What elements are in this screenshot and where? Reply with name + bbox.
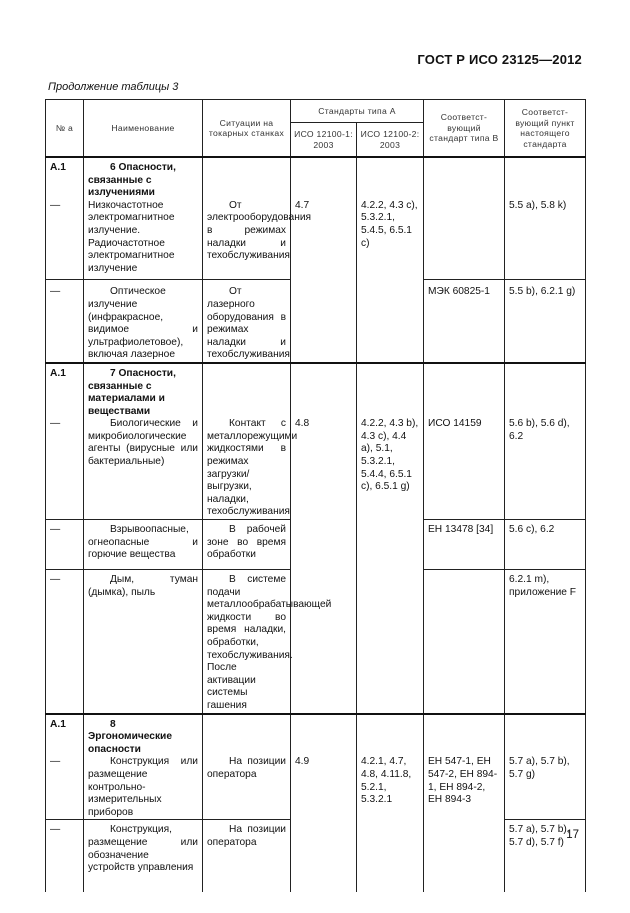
hazards-table	[45, 99, 586, 892]
col-header-std-b: Соответст-вующий стандарт типа В	[424, 100, 505, 158]
row-situation: От лазерного оборудования в режимах наладки и техобслуживания	[203, 280, 291, 363]
row-iso-12100-2: 4.2.2, 4.3 b), 4.3 c), 4.4 a), 5.1, 5.3.2.1, 5.4.4, 6.5.1 c), 6.5.1 g)	[357, 418, 424, 519]
table-caption: Продолжение таблицы 3	[48, 81, 179, 93]
col-header-iso-12100-2: ИСО 12100-2: 2003	[357, 123, 424, 158]
col-header-clause: Соответст-вующий пункт настоящего стандарта	[505, 100, 586, 158]
row-clause: 6.2.1 m), приложение F	[505, 570, 586, 714]
row-std-b	[424, 570, 505, 714]
row-dash: —	[46, 418, 84, 519]
row-std-b: ИСО 14159	[424, 418, 505, 519]
row-situation: В системе подачи металлообрабатывающей жидкости во время наладки, обработки, техобслуживания. После активации системы гашения	[203, 570, 291, 714]
col-header-situations: Ситуации на токарных станках	[203, 100, 291, 158]
row-iso-12100-2: 4.2.2, 4.3 c), 5.3.2.1, 5.4.5, 6.5.1 c)	[357, 200, 424, 280]
group-code: A.1	[46, 162, 84, 200]
row-iso-12100-2: 4.2.1, 4.7, 4.8, 4.11.8, 5.2.1, 5.3.2.1	[357, 756, 424, 819]
row-dash: —	[46, 820, 84, 892]
row-dash: —	[46, 200, 84, 280]
row-name: Конструкция или размещение контрольно-измерительных приборов	[84, 756, 203, 819]
col-header-num: № a	[46, 100, 84, 158]
col-header-name: Наименование	[84, 100, 203, 158]
row-name: Конструкция, размещение или обозначение устройств управления	[84, 820, 203, 892]
row-iso-12100-1: 4.9	[291, 756, 357, 819]
row-clause: 5.6 b), 5.6 d), 6.2	[505, 418, 586, 519]
row-iso-12100-1: 4.7	[291, 200, 357, 280]
row-situation: На позиции оператора	[203, 756, 291, 819]
row-dash: —	[46, 756, 84, 819]
row-name: Взрывоопасные, огнеопасные и горючие вещества	[84, 520, 203, 570]
row-name: Низкочастотное электромагнитное излучение. Радиочастотное электромагнитное излучение	[84, 200, 203, 280]
row-clause: 5.7 a), 5.7 b), 5.7 g)	[505, 756, 586, 819]
row-name: Оптическое излучение (инфракрасное, видимое и ультрафиолетовое), включая лазерное	[84, 280, 203, 363]
row-dash: —	[46, 280, 84, 363]
col-header-iso-12100-1: ИСО 12100-1: 2003	[291, 123, 357, 158]
row-situation: На позиции оператора	[203, 820, 291, 892]
row-iso-12100-1: 4.8	[291, 418, 357, 519]
row-dash: —	[46, 570, 84, 714]
row-clause: 5.5 b), 6.2.1 g)	[505, 280, 586, 363]
group-title: 6 Опасности, связанные с излучениями	[84, 162, 203, 200]
group-code: A.1	[46, 719, 84, 757]
row-situation: От электрооборудования в режимах наладки и техобслуживания	[203, 200, 291, 280]
group-title: 7 Опасности, связанные с материалами и веществами	[84, 368, 203, 418]
row-clause: 5.7 a), 5.7 b), 5.7 d), 5.7 f)	[505, 820, 586, 892]
row-std-b	[424, 200, 505, 280]
row-std-b: ЕН 13478 [34]	[424, 520, 505, 570]
row-name: Дым, туман (дымка), пыль	[84, 570, 203, 714]
row-name: Биологические и микробиологические агенты (вирусные или бактериальные)	[84, 418, 203, 519]
row-dash: —	[46, 520, 84, 570]
group-code: A.1	[46, 368, 84, 418]
row-clause: 5.5 a), 5.8 k)	[505, 200, 586, 280]
row-situation: Контакт с металлорежущими жидкостями в режимах загрузки/ выгрузки, наладки, техобслуживания	[203, 418, 291, 519]
row-situation: В рабочей зоне во время обработки	[203, 520, 291, 570]
document-header-title: ГОСТ Р ИСО 23125—2012	[417, 52, 582, 67]
row-std-b: ЕН 547-1, ЕН 547-2, ЕН 894-1, ЕН 894-2, ЕН 894-3	[424, 756, 505, 819]
col-header-std-a-group: Стандарты типа А	[291, 100, 424, 123]
row-clause: 5.6 c), 6.2	[505, 520, 586, 570]
group-title: 8 Эргономические опасности	[84, 719, 203, 757]
page-number: 17	[566, 829, 579, 841]
row-std-b: МЭК 60825-1	[424, 280, 505, 363]
